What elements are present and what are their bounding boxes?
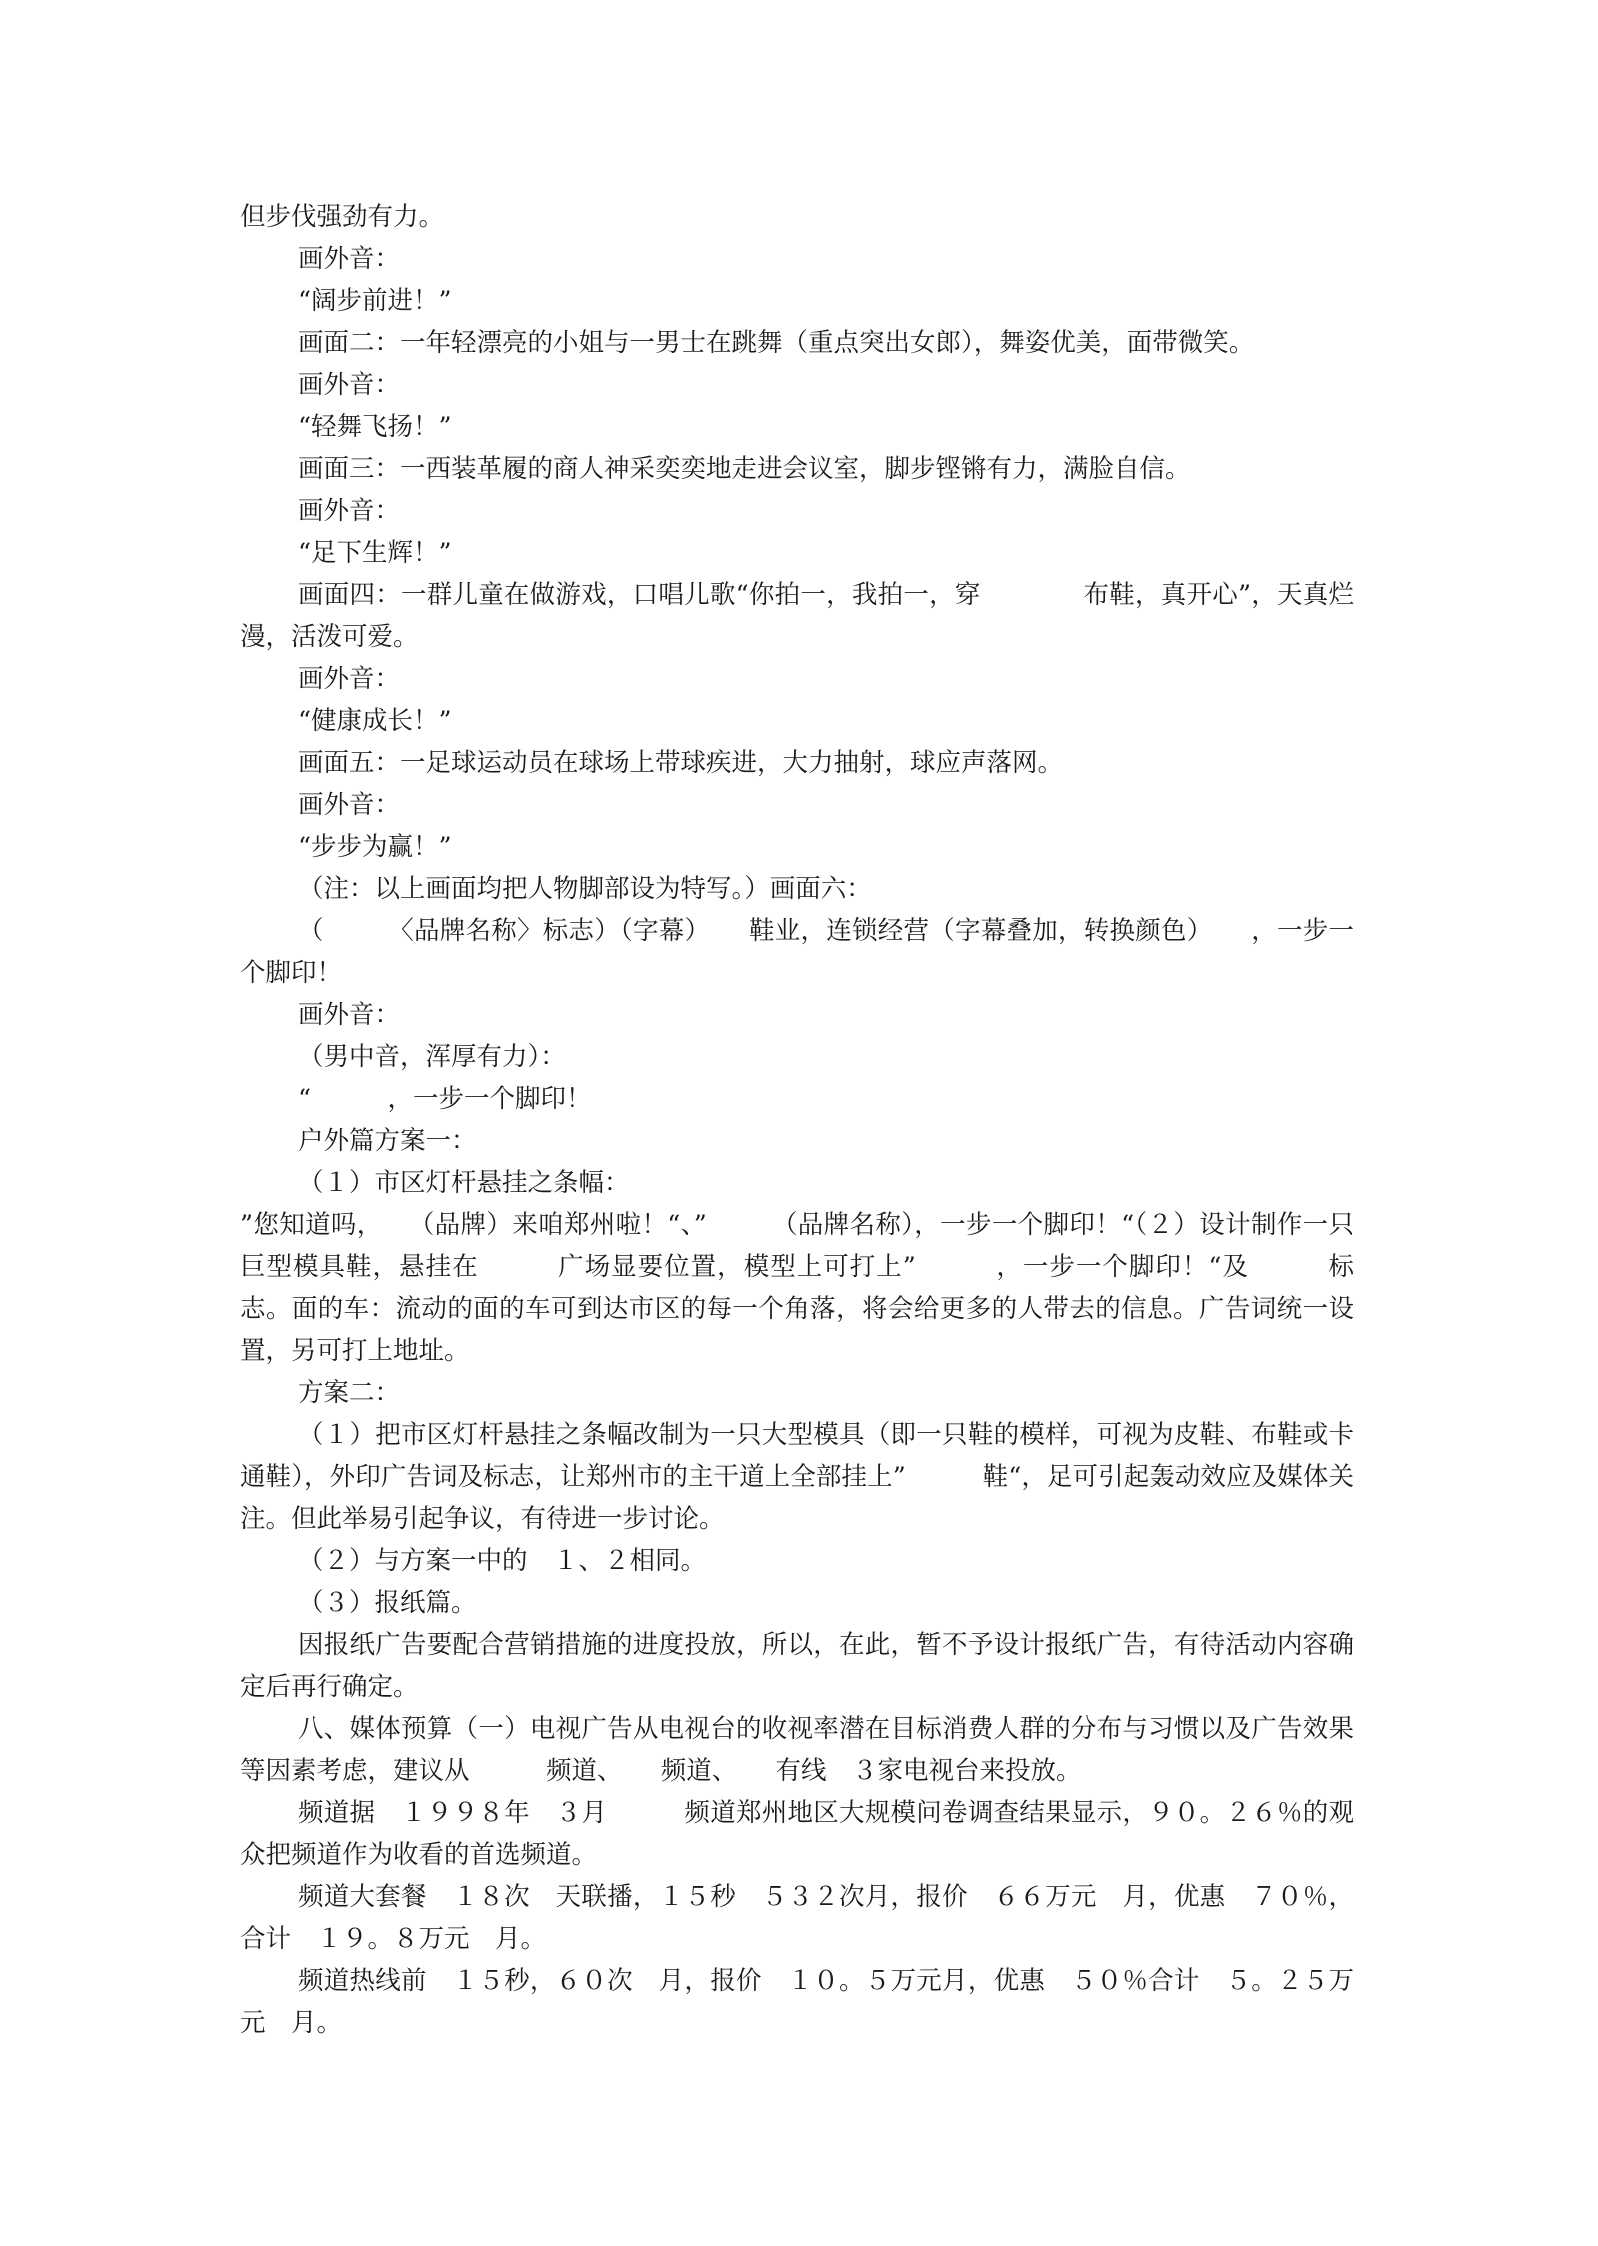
paragraph: （３）报纸篇。 (298, 1588, 477, 1618)
paragraph: 频道大套餐 １８次 天联播，１５秒 ５３２次月，报价 ６６万元 月，优惠 ７０％，合计 １９。８万元 月。 (240, 1882, 1354, 1954)
paragraph: （男中音，浑厚有力）： (298, 1042, 566, 1072)
paragraph: 画外音： (298, 370, 401, 400)
paragraph: 画面三：一西装革履的商人神采奕奕地走进会议室，脚步铿锵有力，满脸自信。 (298, 454, 1191, 484)
paragraph: （２）与方案一中的 １、２相同。 (298, 1546, 707, 1576)
paragraph: 但步伐强劲有力。 (240, 202, 445, 232)
paragraph: 方案二： (298, 1378, 401, 1408)
paragraph: “足下生辉！” (298, 538, 452, 568)
paragraph: 画面四：一群儿童在做游戏，口唱儿歌“你拍一，我拍一，穿 布鞋，真开心”，天真烂漫，活泼可爱。 (240, 580, 1354, 652)
paragraph: ”您知道吗， （品牌）来咱郑州啦！“、” （品牌名称），一步一个脚印！“（２）设计制作一只巨型模具鞋，悬挂在 广场显要位置，模型上可打上” ，一步一个脚印！“及 标志。面的车：流动的面的车可到达市区的每一个角落，将会给更多的人带去的信息。广告词统一设置，另可打上地址。 (240, 1210, 1354, 1366)
paragraph: （１）市区灯杆悬挂之条幅： (298, 1168, 630, 1198)
paragraph: “阔步前进！” (298, 286, 452, 316)
paragraph: “健康成长！” (298, 706, 452, 736)
paragraph: 画面五：一足球运动员在球场上带球疾进，大力抽射，球应声落网。 (298, 748, 1064, 778)
paragraph: 频道据 １９９８年 ３月 频道郑州地区大规模问卷调查结果显示，９０。２６％的观众把频道作为收看的首选频道。 (240, 1798, 1354, 1870)
paragraph: （注：以上画面均把人物脚部设为特写。）画面六： (298, 874, 872, 904)
paragraph: 画外音： (298, 790, 401, 820)
paragraph: 户外篇方案一： (298, 1126, 477, 1156)
paragraph: 频道热线前 １５秒，６０次 月，报价 １０。５万元月，优惠 ５０％合计 ５。２５万元 月。 (240, 1966, 1354, 2038)
paragraph: 因报纸广告要配合营销措施的进度投放，所以，在此，暂不予设计报纸广告，有待活动内容确定后再行确定。 (240, 1630, 1354, 1702)
document-body (240, 196, 1354, 2044)
paragraph: （ 〈品牌名称〉标志）（字幕） 鞋业，连锁经营（字幕叠加，转换颜色） ，一步一个脚印！ (240, 916, 1354, 988)
paragraph: “ ，一步一个脚印！ (298, 1084, 592, 1114)
paragraph: 八、媒体预算（一）电视广告从电视台的收视率潜在目标消费人群的分布与习惯以及广告效果等因素考虑，建议从 频道、 频道、 有线 ３家电视台来投放。 (240, 1714, 1354, 1786)
paragraph: 画外音： (298, 1000, 401, 1030)
paragraph: “步步为赢！” (298, 832, 452, 862)
paragraph: 画外音： (298, 664, 401, 694)
paragraph: （１）把市区灯杆悬挂之条幅改制为一只大型模具（即一只鞋的模样，可视为皮鞋、布鞋或卡通鞋），外印广告词及标志，让郑州市的主干道上全部挂上” 鞋“，足可引起轰动效应及媒体关注。但此举易引起争议，有待进一步讨论。 (240, 1420, 1354, 1534)
paragraph: “轻舞飞扬！” (298, 412, 452, 442)
paragraph: 画面二：一年轻漂亮的小姐与一男士在跳舞（重点突出女郎），舞姿优美，面带微笑。 (298, 328, 1255, 358)
paragraph: 画外音： (298, 244, 401, 274)
paragraph: 画外音： (298, 496, 401, 526)
